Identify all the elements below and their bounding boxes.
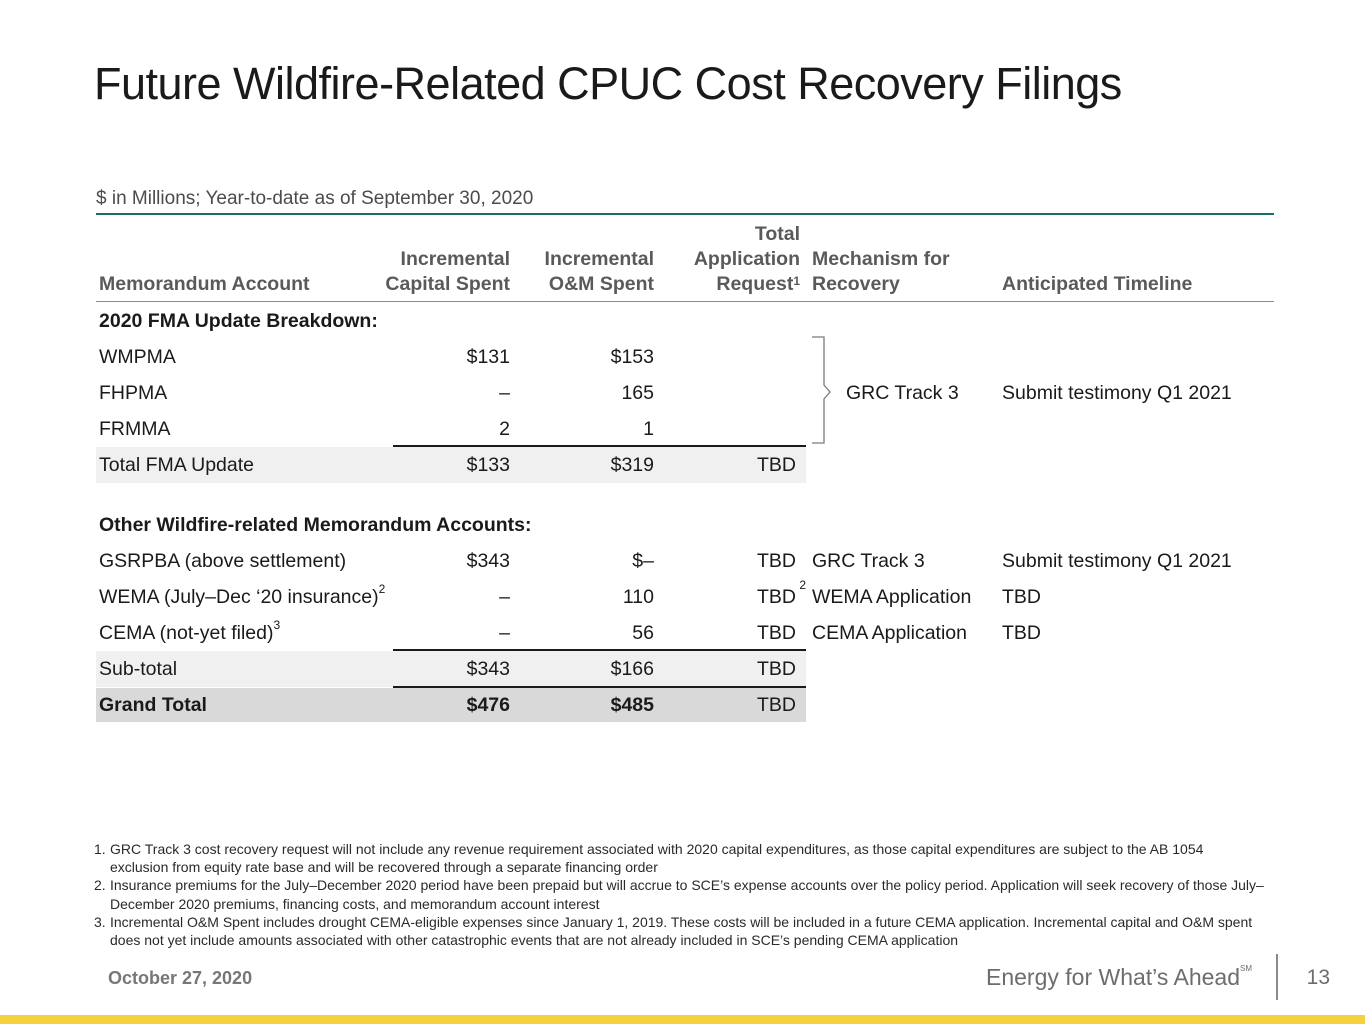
footnotes xyxy=(94,840,1264,949)
row-request: TBD xyxy=(757,694,796,716)
row-account: Total FMA Update xyxy=(99,454,254,476)
footnote: 2. Insurance premiums for the July–December 2020 period have been prepaid but will accrue to SCE’s expense accounts over the policy period. Application will seek recovery of those July–December 2020 premiums, financing costs, and memorandum account interest xyxy=(94,877,1264,912)
table-subtitle: $ in Millions; Year-to-date as of September 30, 2020 xyxy=(96,188,534,209)
row-om: $153 xyxy=(610,346,654,368)
row-account: CEMA (not-yet filed)$^3$ xyxy=(99,618,281,644)
row-om: $– xyxy=(632,550,654,572)
row-capital: $343 xyxy=(466,658,510,680)
row-capital: $343 xyxy=(466,550,510,572)
row-request: TBD xyxy=(757,454,796,476)
fma-timeline: Submit testimony Q1 2021 xyxy=(1002,382,1232,404)
row-om: 1 xyxy=(643,418,654,440)
header-om-spent: Incremental O&M Spent xyxy=(544,248,654,295)
row-om: $319 xyxy=(610,454,654,476)
page-number: 13 xyxy=(1306,966,1330,989)
section-other-heading: Other Wildfire-related Memorandum Accounts: xyxy=(99,514,532,536)
row-account: WEMA (July–Dec ‘20 insurance)$^2$ xyxy=(99,582,386,608)
header-capital-spent: Incremental Capital Spent xyxy=(385,248,510,295)
row-om: 110 xyxy=(622,586,654,608)
row-account: Grand Total xyxy=(99,694,207,716)
row-om: 56 xyxy=(632,622,654,644)
row-timeline: Submit testimony Q1 2021 xyxy=(1002,550,1232,572)
row-capital: – xyxy=(499,586,510,608)
row-account: Sub-total xyxy=(99,658,178,680)
row-timeline: TBD xyxy=(1002,622,1041,644)
header-memorandum-account: Memorandum Account xyxy=(99,273,310,295)
row-request: TBD xyxy=(757,550,796,572)
row-account: FHPMA xyxy=(99,382,168,404)
footnote: 1. GRC Track 3 cost recovery request will not include any revenue requirement associated with 2020 capital expenditures, as those capital expenditures are subject to the AB 1054 exclusion from equity rate base and will be recovered through a separate financing order xyxy=(94,841,1204,876)
row-om: $166 xyxy=(610,658,654,680)
page-title: Future Wildfire-Related CPUC Cost Recovery Filings xyxy=(94,58,1122,109)
row-mechanism: GRC Track 3 xyxy=(812,550,925,572)
footnote: 3. Incremental O&M Spent includes drought CEMA-eligible expenses since January 1, 2019. These costs will be included in a future CEMA application. Incremental capital and O&M spent does not yet include amounts associated with other catastrophic events that are not already included in SCE’s pending CEMA application xyxy=(94,913,1253,949)
section-fma-heading: 2020 FMA Update Breakdown: xyxy=(99,310,378,332)
row-capital: $133 xyxy=(466,454,510,476)
row-account: GSRPBA (above settlement) xyxy=(99,550,347,572)
row-mechanism: WEMA Application xyxy=(812,586,972,608)
bracket-icon xyxy=(810,336,834,446)
fma-mechanism: GRC Track 3 xyxy=(846,382,959,404)
row-request: TBD xyxy=(757,658,796,680)
accent-divider xyxy=(96,213,1274,215)
footer-divider xyxy=(1276,954,1278,1000)
row-request: TBD xyxy=(757,622,796,644)
row-om: $485 xyxy=(610,694,654,716)
row-om: 165 xyxy=(621,382,654,404)
row-account: FRMMA xyxy=(99,418,171,440)
row-capital: – xyxy=(499,622,510,644)
header-total-request: Total Application Request$^1$ xyxy=(693,223,800,295)
row-request: TBD 2 xyxy=(757,578,806,608)
row-mechanism: CEMA Application xyxy=(812,622,968,644)
row-account: WMPMA xyxy=(99,346,176,368)
footer-accent-bar xyxy=(0,1015,1365,1024)
row-capital: – xyxy=(499,382,510,404)
row-capital: $131 xyxy=(466,346,510,368)
row-timeline: TBD xyxy=(1002,586,1041,608)
header-timeline: Anticipated Timeline xyxy=(1002,273,1193,295)
brand-tagline: Energy for What’s Ahead℠ xyxy=(986,964,1252,990)
header-mechanism: Mechanism for Recovery xyxy=(812,248,950,295)
header-divider xyxy=(96,301,1274,302)
row-capital: $476 xyxy=(466,694,510,716)
footer-date: October 27, 2020 xyxy=(108,968,253,988)
row-capital: 2 xyxy=(499,418,510,440)
